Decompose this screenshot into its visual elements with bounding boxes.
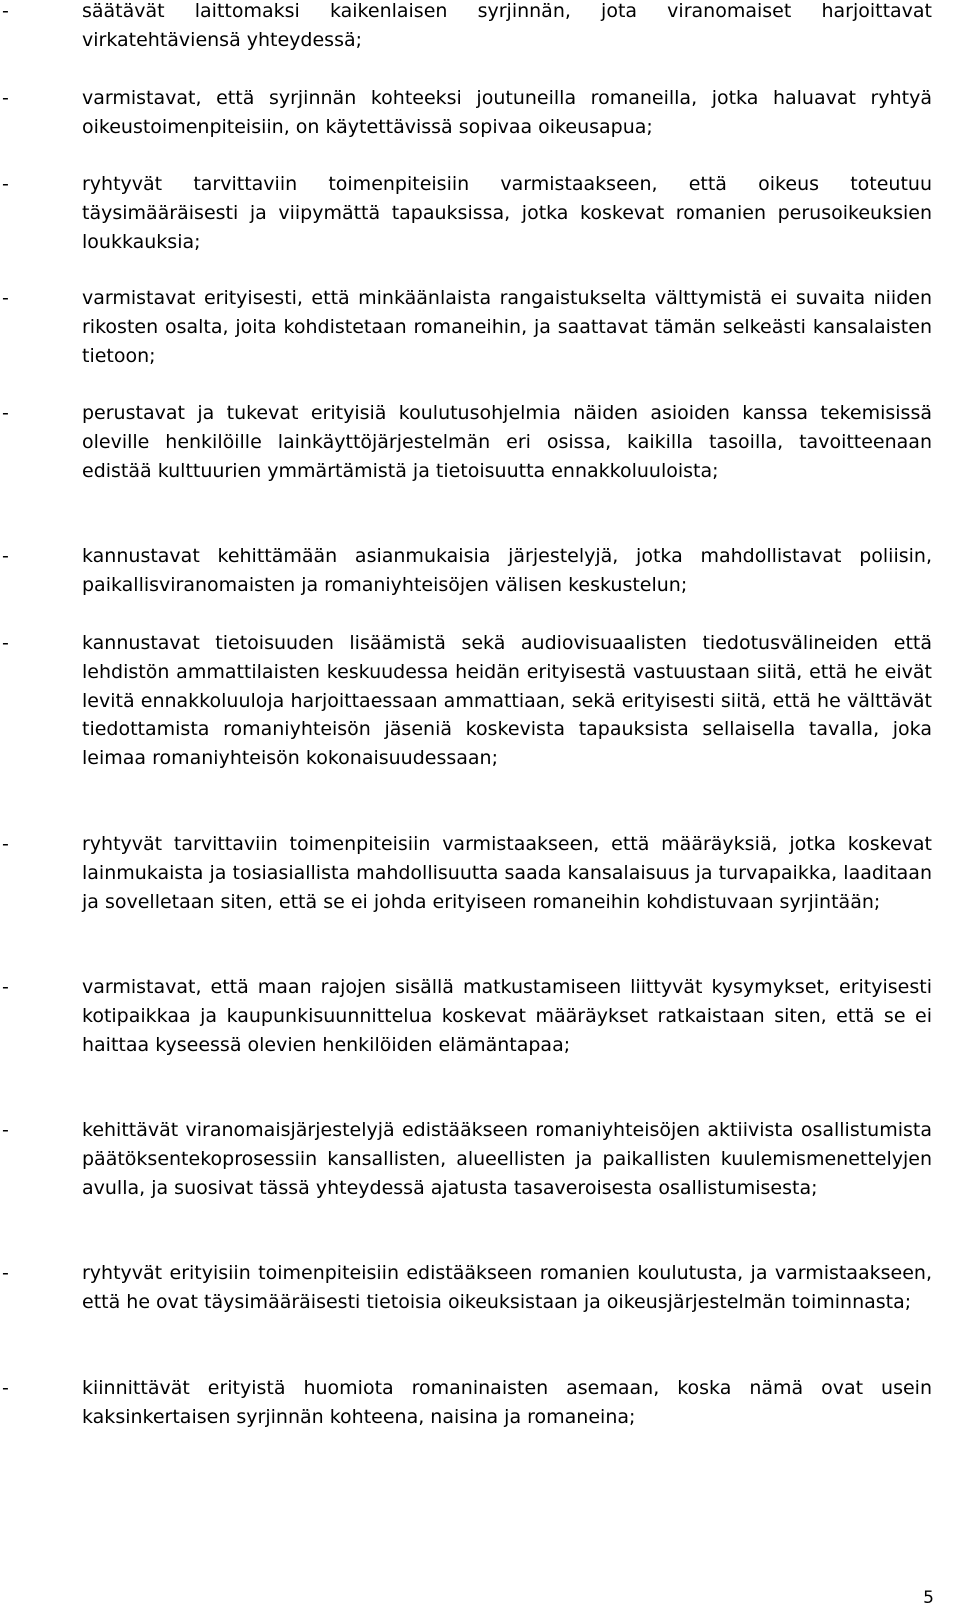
list-item-text: kannustavat kehittämään asianmukaisia järjestelyjä, jotka mahdollistavat poliisin, paikallisviranomaisten ja romaniyhteisöjen välisen keskustelun; — [82, 545, 932, 596]
list-bullet: - — [2, 833, 9, 855]
list-bullet: - — [2, 632, 9, 654]
page-number: 5 — [923, 1588, 934, 1608]
list-bullet: - — [2, 1119, 9, 1141]
list-item-text: kehittävät viranomaisjärjestelyjä edistääkseen romaniyhteisöjen aktiivista osallistumista päätöksentekoprosessiin kansallisten, alueellisten ja paikallisten kuulemismenettelyjen avulla, ja suosivat tässä yhteydessä ajatusta tasaveroisesta osallistumisesta; — [82, 1119, 932, 1199]
list-item-text: kannustavat tietoisuuden lisäämistä sekä audiovisuaalisten tiedotusvälineiden että lehdistön ammattilaisten keskuudessa heidän erityisestä vastuustaan siitä, että he eivät levitä ennakkoluuloja harjoittaessaan ammattiaan, sekä erityisesti siitä, että he välttävät tiedottamista romaniyhteisön jäseniä koskevista tapauksista sellaisella tavalla, joka leimaa romaniyhteisön kokonaisuudessaan; — [82, 632, 932, 770]
list-bullet: - — [2, 1262, 9, 1284]
list-bullet: - — [2, 545, 9, 567]
list-bullet: - — [2, 173, 9, 195]
list-bullet: - — [2, 287, 9, 309]
list-bullet: - — [2, 0, 9, 22]
list-bullet: - — [2, 87, 9, 109]
list-item-text: varmistavat erityisesti, että minkäänlaista rangaistukselta välttymistä ei suvaita niiden rikosten osalta, joita kohdistetaan romaneihin, ja saattavat tämän selkeästi kansalaisten tietoon; — [82, 287, 932, 367]
list-item-text: ryhtyvät tarvittaviin toimenpiteisiin varmistaakseen, että määräyksiä, jotka koskevat lainmukaista ja tosiasiallista mahdollisuutta saada kansalaisuus ja turvapaikka, laaditaan ja sovelletaan siten, että se ei johda erityiseen romaneihin kohdistuvaan syrjintään; — [82, 833, 932, 913]
list-bullet: - — [2, 1377, 9, 1399]
list-bullet: - — [2, 976, 9, 998]
list-item-text: kiinnittävät erityistä huomiota romaninaisten asemaan, koska nämä ovat usein kaksinkertaisen syrjinnän kohteena, naisina ja romaneina; — [82, 1377, 932, 1428]
list-item-text: varmistavat, että maan rajojen sisällä matkustamiseen liittyvät kysymykset, erityisesti kotipaikkaa ja kaupunkisuunnittelua koskevat määräykset ratkaistaan siten, että se ei haittaa kyseessä olevien henkilöiden elämäntapaa; — [82, 976, 932, 1056]
list-item-text: ryhtyvät tarvittaviin toimenpiteisiin varmistaakseen, että oikeus toteutuu täysimääräisesti ja viipymättä tapauksissa, jotka koskevat romanien perusoikeuksien loukkauksia; — [82, 173, 932, 253]
list-item-text: säätävät laittomaksi kaikenlaisen syrjinnän, jota viranomaiset harjoittavat virkatehtäviensä yhteydessä; — [82, 0, 932, 51]
list-item-text: ryhtyvät erityisiin toimenpiteisiin edistääkseen romanien koulutusta, ja varmistaakseen, että he ovat täysimääräisesti tietoisia oikeuksistaan ja oikeusjärjestelmän toiminnasta; — [82, 1262, 932, 1313]
list-item-text: perustavat ja tukevat erityisiä koulutusohjelmia näiden asioiden kanssa tekemisissä oleville henkilöille lainkäyttöjärjestelmän eri osissa, kaikilla tasoilla, tavoitteenaan edistää kulttuurien ymmärtämistä ja tietoisuutta ennakkoluuloista; — [82, 402, 932, 482]
list-bullet: - — [2, 402, 9, 424]
list-item-text: varmistavat, että syrjinnän kohteeksi joutuneilla romaneilla, jotka haluavat ryhtyä oikeustoimenpiteisiin, on käytettävissä sopivaa oikeusapua; — [82, 87, 932, 138]
